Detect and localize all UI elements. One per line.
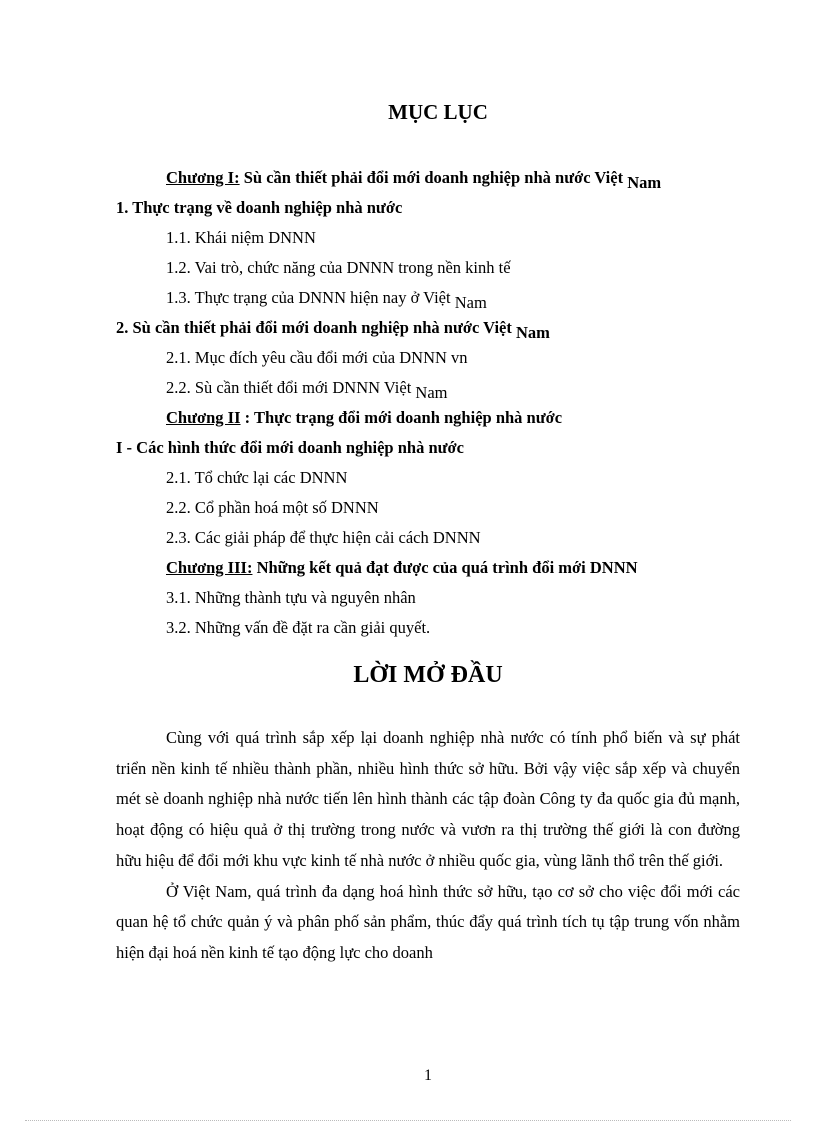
- toc-item-1-2[interactable]: 1.2. Vai trò, chức năng của DNNN trong nền kinh tế: [166, 258, 511, 277]
- chapter-3-text: Những kết quả đạt được của quá trình đổi mới DNNN: [252, 558, 638, 577]
- page-number: 1: [424, 1067, 432, 1084]
- item-1-3-text: 1.3. Thực trạng của DNNN hiện nay ở Việt: [166, 288, 455, 307]
- chapter-2-text: : Thực trạng đổi mới doanh nghiệp nhà nước: [240, 408, 563, 427]
- chapter-1-prefix: Chương I:: [166, 168, 240, 187]
- intro-body: [116, 723, 740, 969]
- toc-item-2-1[interactable]: 2.1. Mục đích yêu cầu đổi mới của DNNN vn: [166, 348, 468, 367]
- toc-chapter-3[interactable]: [166, 558, 638, 578]
- intro-paragraph-1: Cùng với quá trình sắp xếp lại doanh nghiệp nhà nước có tính phổ biến và sự phát triển nền kinh tế nhiều thành phần, nhiều hình thức sở hữu. Bởi vậy việc sắp xếp và chuyển mét sè doanh nghiệp nhà nước tiến lên hình thành các tập đoàn Công ty đa quốc gia đủ mạnh, hoạt động có hiệu quả ở thị trường trong nước và vươn ra thị trường thế giới là con đường hữu hiệu để đổi mới khu vực kinh tế nhà nước ở nhiều quốc gia, vùng lãnh thổ trên thế giới.: [116, 728, 740, 870]
- chapter-1-tail: Nam: [627, 173, 662, 192]
- toc-item-2-2[interactable]: [166, 378, 448, 402]
- chapter-1-text: Sù cần thiết phải đổi mới doanh nghiệp nhà nước Việt: [239, 168, 628, 187]
- toc-item-3-2[interactable]: 3.2. Những vấn đề đặt ra cần giải quyết.: [166, 618, 431, 637]
- toc-item-ii-1[interactable]: 2.1. Tổ chức lại các DNNN: [166, 468, 348, 487]
- page-bottom-divider: [25, 1120, 791, 1121]
- toc-section-2[interactable]: [116, 318, 550, 342]
- chapter-2-prefix: Chương II: [166, 408, 241, 427]
- toc-item-ii-3[interactable]: 2.3. Các giải pháp để thực hiện cải cách DNNN: [166, 528, 481, 547]
- item-2-2-text: 2.2. Sù cần thiết đổi mới DNNN Việt: [166, 378, 416, 397]
- toc-chapter-1[interactable]: [166, 168, 662, 192]
- toc-item-1-1[interactable]: 1.1. Khái niệm DNNN: [166, 228, 316, 247]
- toc-section-1[interactable]: 1. Thực trạng về doanh nghiệp nhà nước: [116, 198, 403, 217]
- intro-title: LỜI MỞ ĐẦU: [353, 662, 503, 688]
- section-2-tail: Nam: [515, 323, 550, 342]
- toc-item-1-3[interactable]: [166, 288, 487, 312]
- item-2-2-tail: Nam: [415, 383, 448, 402]
- intro-paragraph-2: Ở Việt Nam, quá trình đa dạng hoá hình thức sở hữu, tạo cơ sở cho việc đổi mới các quan hệ tổ chức quản ý và phân phố sản phẩm, thúc đẩy quá trình tích tụ tập trung vốn nhằm hiện đại hoá nền kinh tế tạo động lực cho doanh: [116, 881, 740, 962]
- section-2-text: 2. Sù cần thiết phải đổi mới doanh nghiệp nhà nước Việt: [116, 318, 516, 337]
- toc-item-3-1[interactable]: 3.1. Những thành tựu và nguyên nhân: [166, 588, 416, 607]
- toc-chapter-2[interactable]: [166, 408, 562, 428]
- toc-item-ii-2[interactable]: 2.2. Cổ phần hoá một số DNNN: [166, 498, 379, 517]
- toc-section-I[interactable]: I - Các hình thức đổi mới doanh nghiệp nhà nước: [116, 438, 464, 457]
- toc-title: MỤC LỤC: [388, 100, 488, 124]
- chapter-3-prefix: Chương III:: [166, 558, 253, 577]
- item-1-3-tail: Nam: [454, 293, 487, 312]
